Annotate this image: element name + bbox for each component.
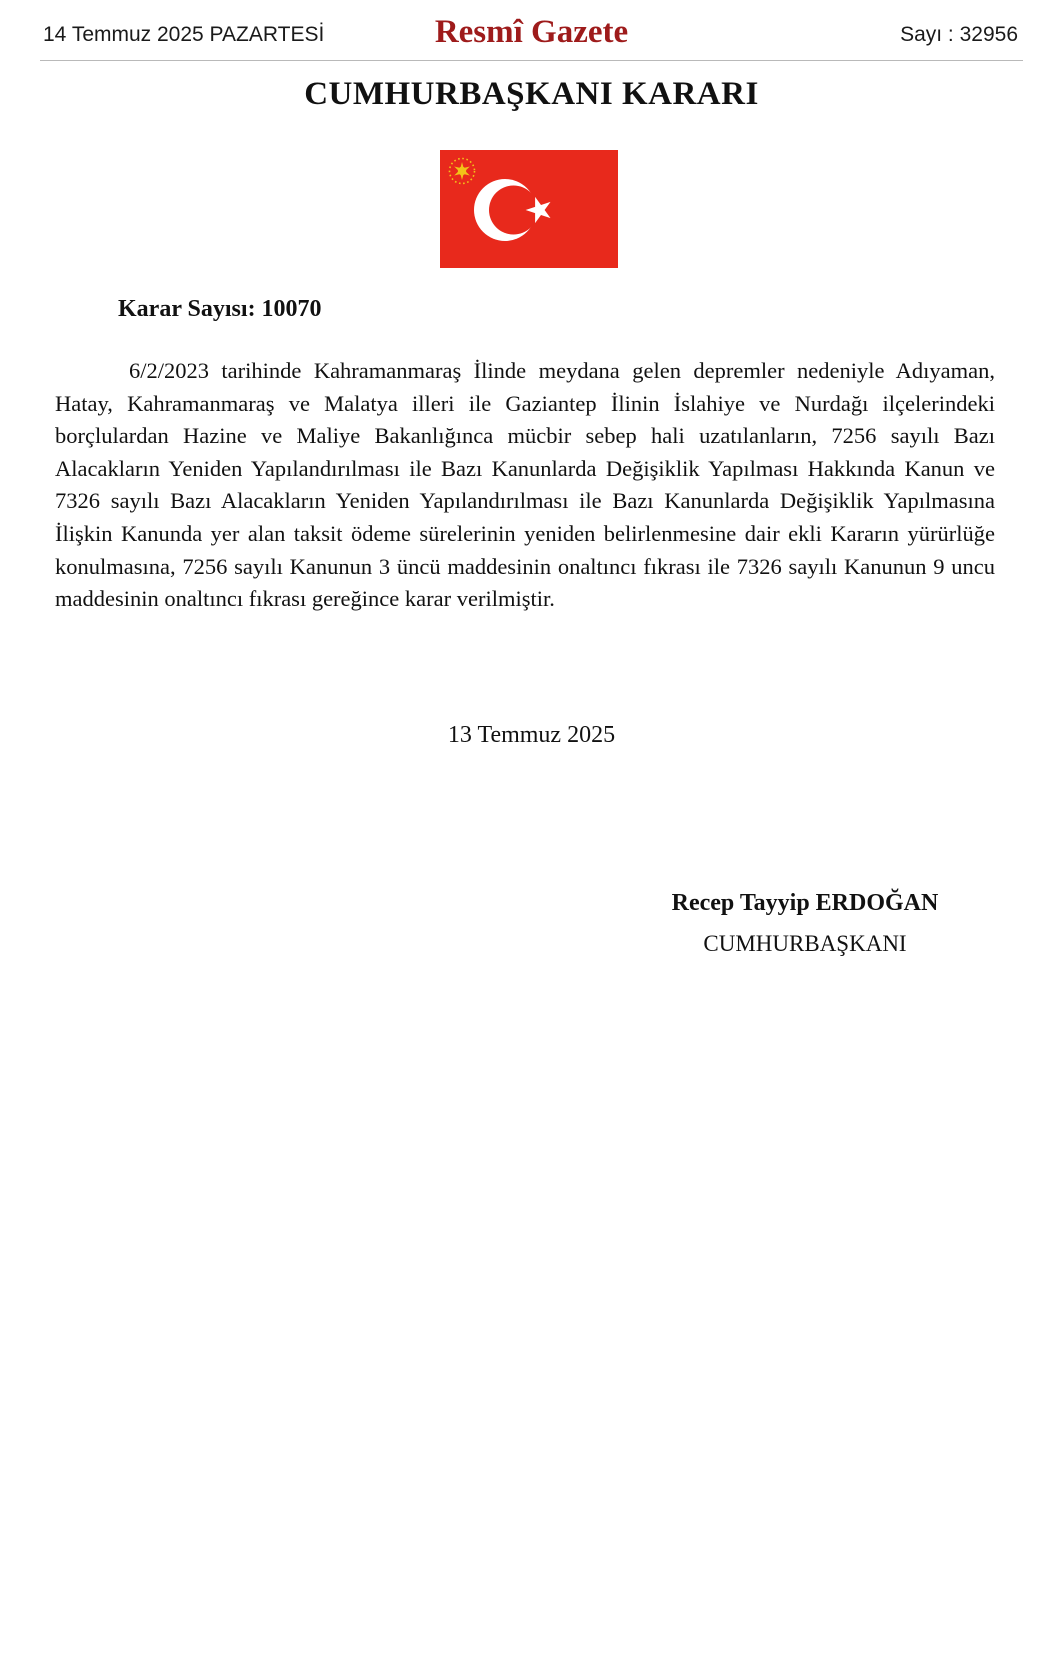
presidential-flag-icon: [440, 150, 618, 268]
decision-body: 6/2/2023 tarihinde Kahramanmaraş İlinde meydana gelen depremler nedeniyle Adıyaman, Hatay, Kahramanmaraş ve Malatya illeri ile Gaziantep İlinin İslahiye ve Nurdağı ilçelerindeki borçlulardan Hazine ve Maliye Bakanlığınca mücbir sebep hali uzatılanların, 7256 sayılı Bazı Alacakların Yeniden Yapılandırılması ile Bazı Kanunlarda Değişiklik Yapılması Hakkında Kanun ve 7326 sayılı Bazı Alacakların Yeniden Yapılandırılması ile Bazı Kanunlarda Değişiklik Yapılmasına İlişkin Kanunda yer alan taksit ödeme sürelerinin yeniden belirlenmesine dair ekli Kararın yürürlüğe konulmasına, 7256 sayılı Kanunun 3 üncü maddesinin onaltıncı fıkrası ile 7326 sayılı Kanunun 9 uncu maddesinin onaltıncı fıkrası gereğince karar verilmiştir.: [55, 358, 995, 612]
signature-block: [560, 888, 1050, 958]
gazette-header: [40, 14, 1023, 61]
signing-date: 13 Temmuz 2025: [447, 722, 616, 748]
signatory-name: Recep Tayyip ERDOĞAN: [671, 890, 939, 916]
decision-number: Karar Sayısı: 10070: [118, 296, 322, 322]
issue-number: Sayı : 32956: [900, 23, 1018, 46]
document-title: CUMHURBAŞKANI KARARI: [304, 76, 759, 112]
gazette-title: Resmî Gazete: [434, 14, 629, 50]
signatory-title: CUMHURBAŞKANI: [703, 931, 907, 956]
publication-date: 14 Temmuz 2025 PAZARTESİ: [43, 23, 325, 46]
